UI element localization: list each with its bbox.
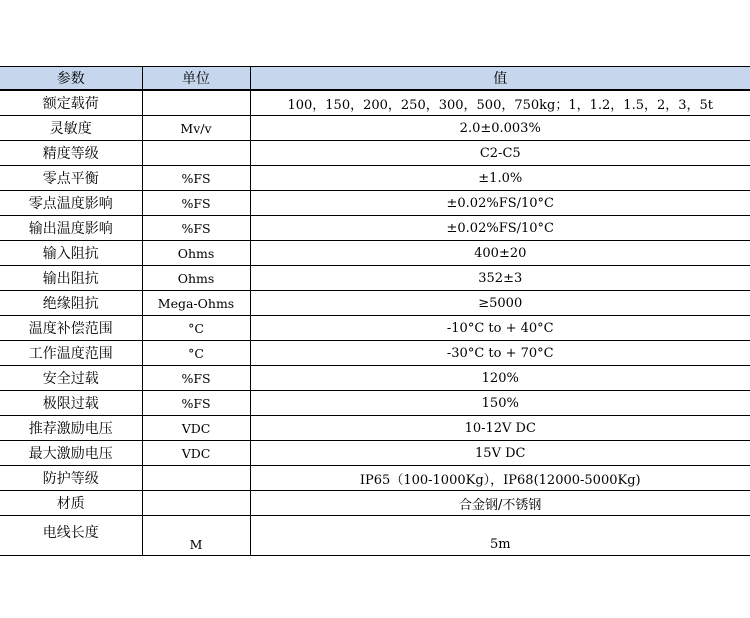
row-unit: %FS (142, 391, 250, 416)
row-param: 输出温度影响 (0, 216, 142, 241)
header-unit: 单位 (142, 67, 250, 91)
row-unit: Mv/v (142, 116, 250, 141)
row-param: 输入阻抗 (0, 241, 142, 266)
row-value: 400±20 (250, 241, 750, 266)
table-row (0, 341, 750, 366)
row-unit: °C (142, 341, 250, 366)
row-value: ±0.02%FS/10°C (250, 216, 750, 241)
row-param: 零点平衡 (0, 166, 142, 191)
table-row (0, 90, 750, 116)
table-row (0, 216, 750, 241)
table-row (0, 191, 750, 216)
table-row (0, 116, 750, 141)
row-param: 电线长度 (0, 516, 142, 556)
row-unit: VDC (142, 441, 250, 466)
row-unit: VDC (142, 416, 250, 441)
row-value: ±1.0% (250, 166, 750, 191)
table-row (0, 241, 750, 266)
row-value: ±0.02%FS/10°C (250, 191, 750, 216)
table-row (0, 466, 750, 491)
row-param: 最大激励电压 (0, 441, 142, 466)
table-row (0, 366, 750, 391)
row-value: 150% (250, 391, 750, 416)
table-row (0, 291, 750, 316)
table-header-row (0, 67, 750, 91)
table-row (0, 391, 750, 416)
row-value: 合金钢/不锈钢 (250, 491, 750, 516)
table-row (0, 441, 750, 466)
row-unit: %FS (142, 366, 250, 391)
row-param: 额定载荷 (0, 90, 142, 116)
row-value: 5m (250, 516, 750, 556)
row-param: 工作温度范围 (0, 341, 142, 366)
row-unit: %FS (142, 191, 250, 216)
table-row (0, 166, 750, 191)
row-unit (142, 491, 250, 516)
row-value: 10-12V DC (250, 416, 750, 441)
row-value: 100，150，200，250，300，500，750kg；1，1.2，1.5，2，3，5t (250, 90, 750, 116)
row-unit: Mega-Ohms (142, 291, 250, 316)
table-row (0, 516, 750, 556)
row-unit: %FS (142, 166, 250, 191)
table-row (0, 316, 750, 341)
row-param: 精度等级 (0, 141, 142, 166)
table-row (0, 416, 750, 441)
row-param: 温度补偿范围 (0, 316, 142, 341)
row-value: 120% (250, 366, 750, 391)
row-param: 零点温度影响 (0, 191, 142, 216)
row-value: IP65（100-1000Kg），IP68(12000-5000Kg) (250, 466, 750, 491)
row-unit: M (142, 516, 250, 556)
table-row (0, 141, 750, 166)
row-unit (142, 141, 250, 166)
row-param: 防护等级 (0, 466, 142, 491)
row-param: 灵敏度 (0, 116, 142, 141)
row-param: 推荐激励电压 (0, 416, 142, 441)
row-unit: °C (142, 316, 250, 341)
row-unit (142, 466, 250, 491)
row-value: 2.0±0.003% (250, 116, 750, 141)
row-unit: Ohms (142, 266, 250, 291)
row-param: 材质 (0, 491, 142, 516)
row-value: -10°C to + 40°C (250, 316, 750, 341)
row-unit (142, 90, 250, 116)
row-value: ≥5000 (250, 291, 750, 316)
table-row (0, 266, 750, 291)
row-value: C2-C5 (250, 141, 750, 166)
row-value: 15V DC (250, 441, 750, 466)
row-value: 352±3 (250, 266, 750, 291)
spec-table (0, 66, 750, 556)
row-unit: %FS (142, 216, 250, 241)
header-param: 参数 (0, 67, 142, 91)
row-param: 安全过载 (0, 366, 142, 391)
table-row (0, 491, 750, 516)
row-param: 输出阻抗 (0, 266, 142, 291)
header-value: 值 (250, 67, 750, 91)
row-value: -30°C to + 70°C (250, 341, 750, 366)
row-param: 绝缘阻抗 (0, 291, 142, 316)
row-param: 极限过载 (0, 391, 142, 416)
row-unit: Ohms (142, 241, 250, 266)
